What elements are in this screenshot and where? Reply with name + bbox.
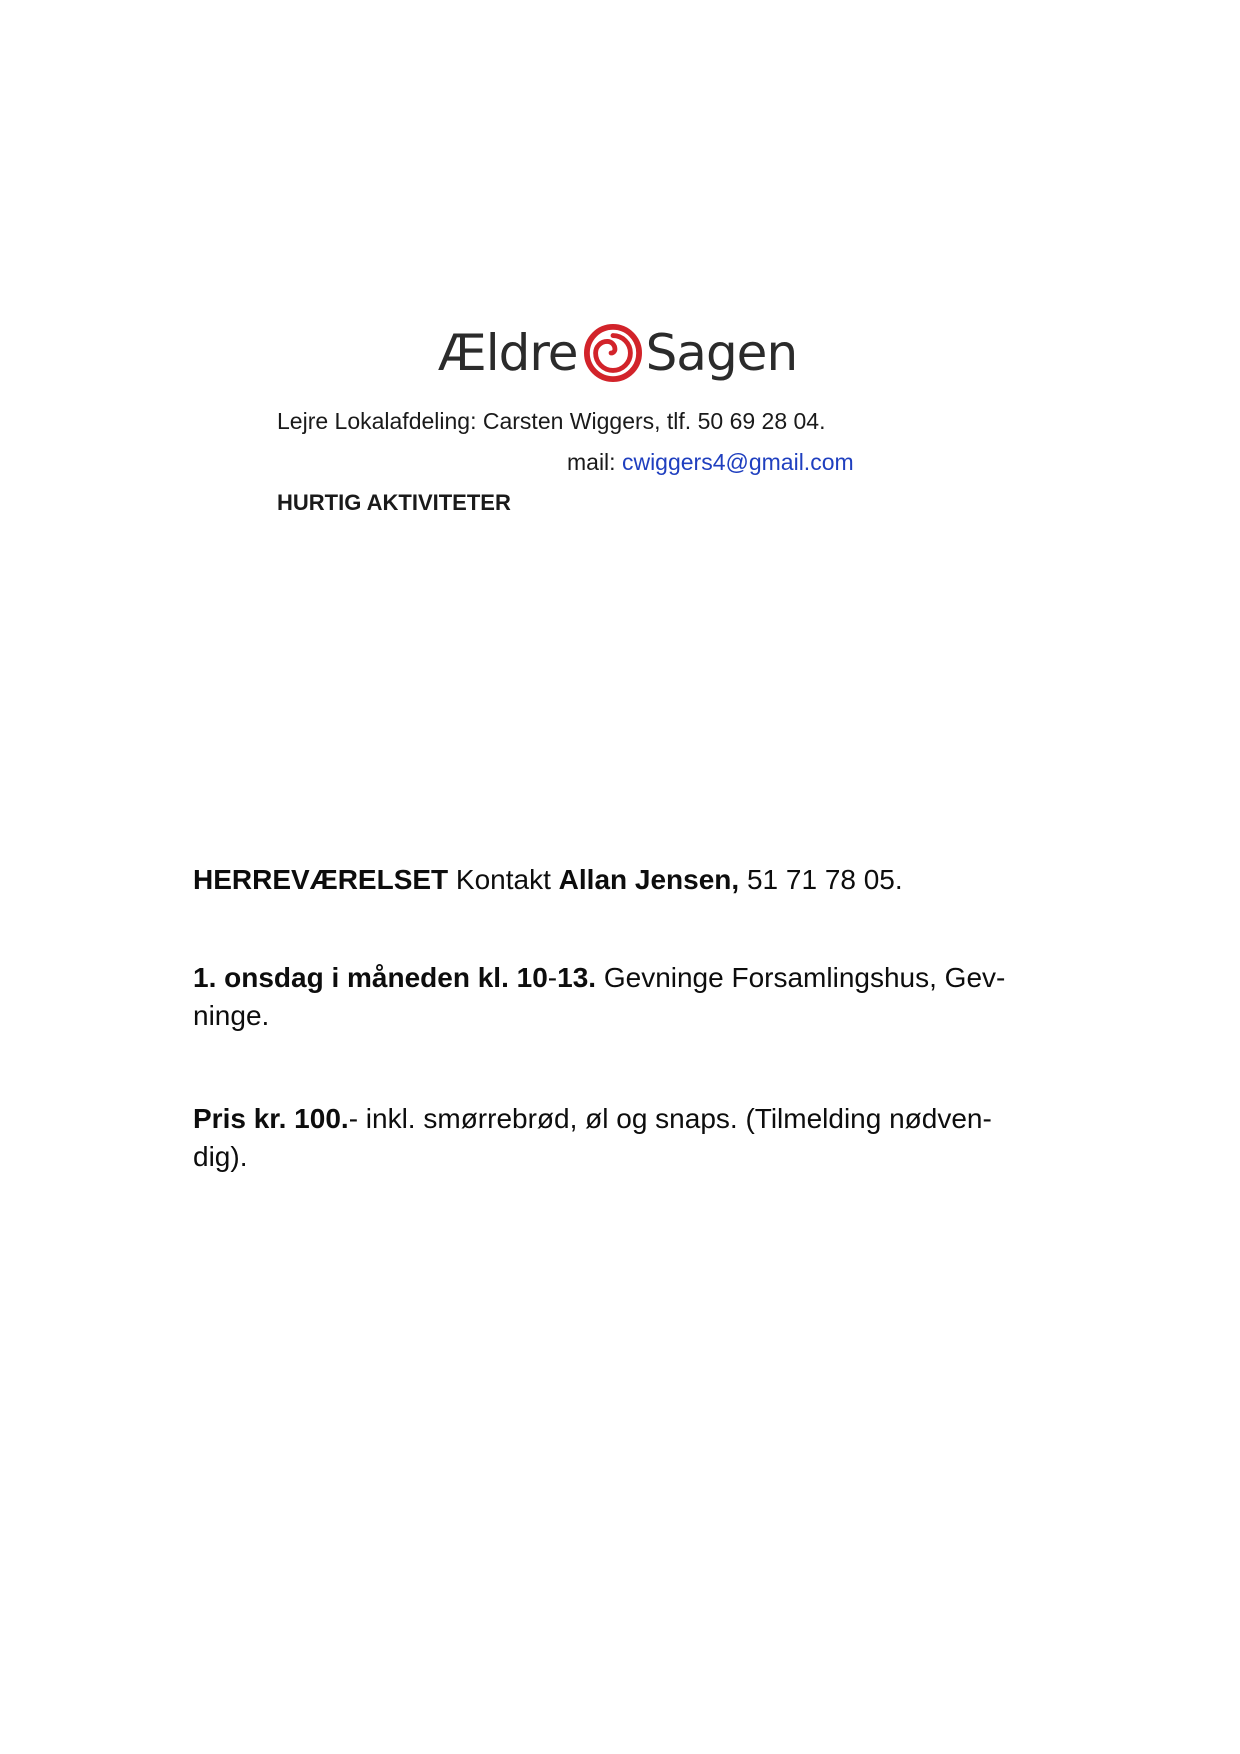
location-text-continued: ninge. xyxy=(193,1000,270,1031)
price-text-continued: dig). xyxy=(193,1141,248,1172)
price-paragraph xyxy=(193,1100,1073,1176)
logo-word-aeldre: Ældre xyxy=(438,324,578,382)
email-link[interactable]: cwiggers4@gmail.com xyxy=(621,449,854,475)
location-text: Gevninge Forsamlingshus, Gev- xyxy=(596,962,1006,993)
price-text: - inkl. smørrebrød, øl og snaps. (Tilmelding nødven- xyxy=(348,1103,992,1134)
schedule-time-start: 1. onsdag i måneden kl. 10 xyxy=(193,962,548,993)
swirl-logo-icon xyxy=(584,324,642,382)
activity-heading xyxy=(193,861,1073,899)
mail-label: mail: xyxy=(567,449,622,475)
schedule-time-end: 13. xyxy=(557,962,597,993)
activity-name: HERREVÆRELSET xyxy=(193,864,449,895)
schedule-paragraph xyxy=(193,959,1073,1035)
price-label: Pris kr. 100. xyxy=(193,1103,349,1134)
contact-phone: 51 71 78 05. xyxy=(739,864,903,895)
aeldre-sagen-logo xyxy=(438,318,808,388)
contact-person: Allan Jensen, xyxy=(558,864,740,895)
mail-line xyxy=(567,451,854,474)
section-title: HURTIG AKTIVITETER xyxy=(277,490,511,515)
logo-word-sagen: Sagen xyxy=(645,324,798,382)
contact-label: Kontakt xyxy=(448,864,559,895)
contact-line: Lejre Lokalafdeling: Carsten Wiggers, tlf. 50 69 28 04. xyxy=(277,408,826,434)
schedule-dash: - xyxy=(547,962,558,993)
